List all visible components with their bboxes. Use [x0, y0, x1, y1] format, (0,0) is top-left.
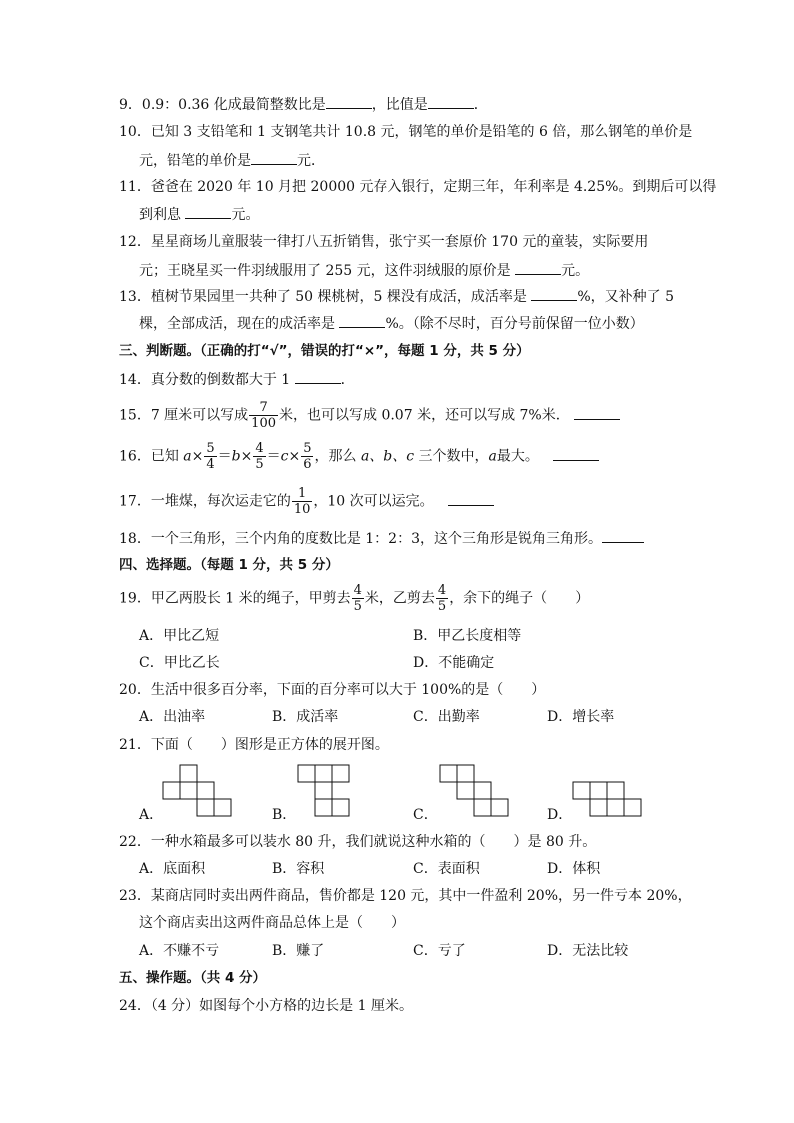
- fraction: $\frac{4}{5}$: [255, 441, 264, 472]
- option-b[interactable]: B．容积: [272, 861, 325, 877]
- fraction: $\frac{7}{100}$: [251, 400, 276, 431]
- question-23-line2: 这个商店卖出这两件商品总体上是（ ）: [139, 915, 405, 931]
- question-23-line1: 23．某商店同时卖出两件商品，售价都是 120 元，其中一件盈利 20%，另一件亏本 20%，: [119, 888, 692, 904]
- question-14: 14．真分数的倒数都大于 1 ．: [119, 369, 355, 390]
- option-d[interactable]: D．无法比较: [547, 943, 629, 959]
- option-c[interactable]: C．表面积: [413, 861, 480, 877]
- answer-blank[interactable]: [602, 528, 644, 543]
- cube-net-c: [439, 764, 511, 818]
- fraction: $\frac{4}{5}$: [353, 583, 362, 614]
- option-a[interactable]: A．底面积: [139, 861, 206, 877]
- option-b[interactable]: B．赚了: [272, 943, 325, 959]
- section-operation-heading: 五、操作题。（共 4 分）: [119, 970, 267, 986]
- cube-net-a: [162, 764, 234, 818]
- question-19: 19．甲乙两股长 1 米的绳子，甲剪去 $\frac{4}{5}$ 米，乙剪去 $\frac{4}{5}$ ，余下的绳子（ ）: [119, 583, 590, 614]
- option-c[interactable]: C．亏了: [413, 943, 466, 959]
- question-17: 17．一堆煤，每次运走它的 $\frac{1}{10}$ ，10 次可以运完。: [119, 486, 494, 517]
- answer-blank[interactable]: [531, 286, 577, 301]
- fraction: $\frac{5}{4}$: [206, 441, 215, 472]
- fraction: $\frac{1}{10}$: [293, 486, 311, 517]
- fraction: $\frac{4}{5}$: [437, 583, 447, 614]
- section-choice-heading: 四、选择题。（每题 1 分，共 5 分）: [119, 557, 339, 573]
- answer-blank[interactable]: [553, 446, 599, 461]
- question-13-line1: 13．植树节果园里一共种了 50 棵桃树，5 棵没有成活，成活率是 %，又补种了 5: [119, 286, 674, 307]
- answer-blank[interactable]: [574, 405, 620, 420]
- question-12-line1: 12．星星商场儿童服装一律打八五折销售，张宁买一套原价 170 元的童装，实际要用: [119, 234, 649, 250]
- answer-blank[interactable]: [295, 369, 341, 384]
- option-c[interactable]: C．出勤率: [413, 709, 480, 725]
- option-a[interactable]: A．不赚不亏: [139, 943, 220, 959]
- question-11-line2: 到利息 元。: [139, 204, 259, 225]
- answer-blank[interactable]: [185, 204, 231, 219]
- answer-blank[interactable]: [251, 150, 297, 165]
- question-9: 9．0.9：0.36 化成最简整数比是 ，比值是 ．: [119, 94, 488, 115]
- question-10-line2: 元，铅笔的单价是 元．: [139, 150, 325, 171]
- question-18: 18．一个三角形，三个内角的度数比是 1：2：3，这个三角形是锐角三角形。: [119, 528, 644, 549]
- answer-blank[interactable]: [448, 491, 494, 506]
- question-20: 20．生活中很多百分率，下面的百分率可以大于 100%的是（ ）: [119, 682, 546, 698]
- option-d[interactable]: D．: [547, 807, 573, 823]
- question-12-line2: 元；王晓星买一件羽绒服用了 255 元，这件羽绒服的原价是 元。: [139, 260, 589, 281]
- option-b[interactable]: B．: [272, 807, 297, 823]
- option-a[interactable]: A．甲比乙短: [139, 628, 220, 644]
- option-a[interactable]: A．: [139, 807, 164, 823]
- fraction: $\frac{5}{6}$: [303, 441, 312, 472]
- question-13-line2: 棵，全部成活，现在的成活率是 %。（除不尽时，百分号前保留一位小数）: [139, 313, 644, 334]
- answer-blank[interactable]: [326, 94, 372, 109]
- cube-net-d: [572, 781, 644, 819]
- question-21: 21．下面（ ）图形是正方体的展开图。: [119, 737, 389, 753]
- answer-blank[interactable]: [339, 313, 385, 328]
- question-11-line1: 11．爸爸在 2020 年 10 月把 20000 元存入银行，定期三年，年利率是 4.25%。到期后可以得: [119, 179, 717, 195]
- option-d[interactable]: D．不能确定: [413, 655, 495, 671]
- answer-blank[interactable]: [428, 94, 474, 109]
- option-a[interactable]: A．出油率: [139, 709, 206, 725]
- question-16: 16．已知 a× $\frac{5}{4}$ ＝b× $\frac{4}{5}$ ＝c× $\frac{5}{6}$ ，那么 a、b、c 三个数中，a最大。: [119, 441, 599, 472]
- cube-net-b: [297, 764, 353, 818]
- option-b[interactable]: B．成活率: [272, 709, 339, 725]
- question-24: 24．（4 分）如图每个小方格的边长是 1 厘米。: [119, 998, 413, 1014]
- option-d[interactable]: D．增长率: [547, 709, 615, 725]
- question-15: 15．7 厘米可以写成 $\frac{7}{100}$ 米，也可以写成 0.07 米，还可以写成 7%米．: [119, 400, 620, 431]
- option-b[interactable]: B．甲乙长度相等: [413, 628, 522, 644]
- section-judgement-heading: 三、判断题。（正确的打“√”，错误的打“×”，每题 1 分，共 5 分）: [119, 343, 530, 359]
- option-c[interactable]: C．甲比乙长: [139, 655, 220, 671]
- question-10-line1: 10．已知 3 支铅笔和 1 支钢笔共计 10.8 元，钢笔的单价是铅笔的 6 倍，那么钢笔的单价是: [119, 124, 693, 140]
- option-c[interactable]: C．: [413, 807, 438, 823]
- option-d[interactable]: D．体积: [547, 861, 601, 877]
- answer-blank[interactable]: [515, 260, 561, 275]
- question-22: 22．一种水箱最多可以装水 80 升，我们就说这种水箱的（ ）是 80 升。: [119, 834, 597, 850]
